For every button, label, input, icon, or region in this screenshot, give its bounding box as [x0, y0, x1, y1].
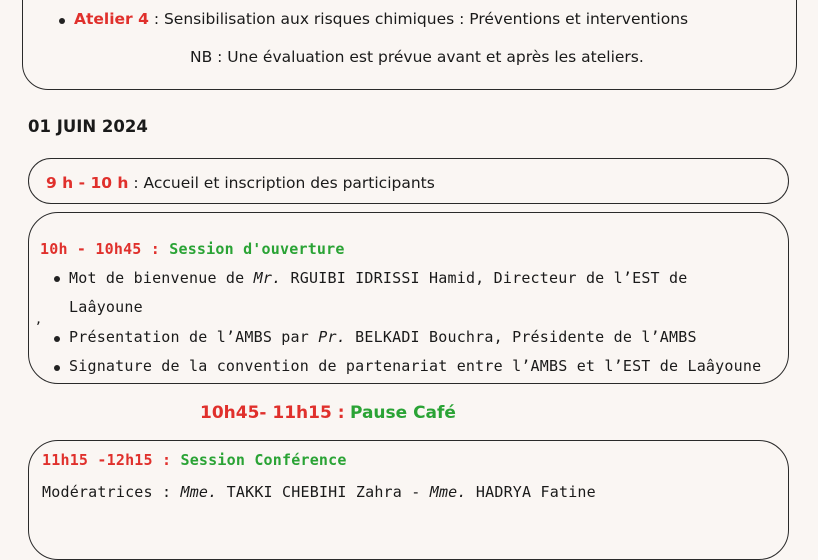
opening-header	[40, 240, 345, 258]
opening-item-3: Signature de la convention de partenariat entre l’AMBS et l’EST de Laâyoune	[69, 357, 762, 375]
break-time: 10h45- 11h15 :	[200, 403, 345, 423]
mod2-name: HADRYA Fatine	[466, 483, 596, 501]
opening-item-1-pre: Mot de bienvenue de	[69, 269, 254, 287]
opening-bullet-3	[54, 365, 60, 371]
opening-title: Session d'ouverture	[169, 240, 345, 258]
workshop-line	[74, 10, 688, 28]
opening-item-1	[69, 269, 687, 287]
conference-time: 11h15 -12h15 :	[42, 451, 172, 469]
workshop-note: NB : Une évaluation est prévue avant et après les ateliers.	[190, 48, 644, 66]
opening-item-2-pre: Présentation de l’AMBS par	[69, 328, 319, 346]
date-heading: 01 JUIN 2024	[28, 117, 148, 136]
reception-text: : Accueil et inscription des participants	[128, 174, 435, 192]
reception-time: 9 h - 10 h	[46, 174, 129, 192]
mod1-title: Mme.	[180, 483, 218, 501]
workshop-text: : Sensibilisation aux risques chimiques : Préventions et interventions	[148, 10, 689, 28]
conference-moderators	[42, 483, 596, 501]
opening-item-2-title: Pr.	[318, 328, 346, 346]
opening-item-1-title: Mr.	[253, 269, 282, 287]
conference-header	[42, 451, 347, 469]
opening-item-1-cont: Laâyoune	[69, 298, 143, 316]
opening-time: 10h - 10h45 :	[40, 240, 160, 258]
mod1-name: TAKKI CHEBIHI Zahra -	[217, 483, 430, 501]
opening-item-2	[69, 328, 697, 346]
reception-line	[46, 174, 435, 192]
opening-item-1-rest: RGUIBI IDRISSI Hamid, Directeur de l’EST de	[281, 269, 688, 287]
workshop-label: Atelier 4	[74, 10, 149, 28]
break-line	[200, 403, 456, 423]
opening-bullet-1	[54, 276, 60, 282]
workshop-bullet	[59, 18, 65, 24]
conference-title: Session Conférence	[180, 451, 347, 469]
opening-item-2-rest: BELKADI Bouchra, Présidente de l’AMBS	[345, 328, 697, 346]
opening-bullet-2	[54, 336, 60, 342]
mod2-title: Mme.	[429, 483, 467, 501]
stray-comma: ,	[36, 309, 41, 327]
break-label: Pause Café	[349, 403, 456, 423]
moderators-label: Modératrices :	[42, 483, 181, 501]
